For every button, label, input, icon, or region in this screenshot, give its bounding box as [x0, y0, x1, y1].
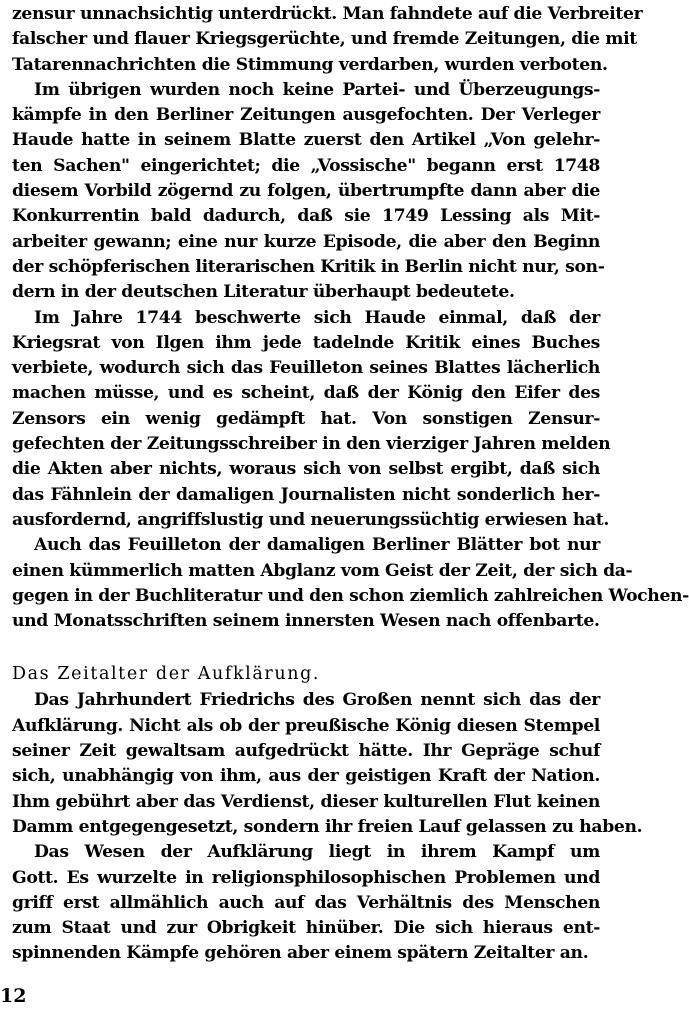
text-line: das Fähnlein der damaligen Journalisten nicht sonderlich her- [12, 484, 600, 505]
text-line: Kriegsrat von Ilgen ihm jede tadelnde Kritik eines Buches [12, 332, 600, 353]
text-line: Haude hatte in seinem Blatte zuerst den Artikel „Von gelehr- [12, 130, 600, 151]
paragraph [12, 78, 605, 306]
section-text [12, 688, 643, 966]
text-line: sich, unabhängig von ihm, aus der geistigen Kraft der Nation. [12, 766, 600, 787]
text-line: Das Wesen der Aufklärung liegt in ihrem Kampf um [34, 842, 600, 863]
text-line: spinnenden Kämpfe gehören aber einem spätern Zeitalter an. [12, 943, 589, 964]
text-line: Aufklärung. Nicht als ob der preußische König diesen Stempel [12, 715, 600, 736]
text-line: Konkurrentin bald dadurch, daß sie 1749 Lessing als Mit- [12, 206, 600, 227]
paragraph [12, 533, 689, 634]
text-line: Auch das Feuilleton der damaligen Berliner Blätter bot nur [34, 535, 600, 556]
text-line: Tatarennachrichten die Stimmung verdarben, wurden verboten. [12, 54, 608, 75]
text-line: griff erst allmählich auch auf das Verhältnis des Menschen [12, 892, 600, 913]
paragraph [12, 2, 643, 78]
text-line: der schöpferischen literarischen Kritik in Berlin nicht nur, son- [12, 256, 605, 277]
text-line: kämpfe in den Berliner Zeitungen ausgefochten. Der Verleger [12, 105, 600, 126]
text-line: seiner Zeit gewaltsam aufgedrückt hätte. Ihr Gepräge schuf [12, 741, 600, 762]
text-line: Gott. Es wurzelte in religionsphilosophischen Problemen und [12, 867, 600, 888]
text-line: Zensors ein wenig gedämpft hat. Von sonstigen Zensur- [12, 408, 600, 429]
text-line: verbiete, wodurch sich das Feuilleton seines Blattes lächerlich [12, 358, 600, 379]
text-line: diesem Vorbild zögernd zu folgen, übertrumpfte dann aber die [12, 181, 600, 202]
section-heading: Das Zeitalter der Aufklärung. [12, 664, 321, 685]
text-line: die Akten aber nichts, woraus sich von selbst ergibt, daß sich [12, 459, 600, 480]
text-line: ausfordernd, angriffslustig und neuerungssüchtig erwiesen hat. [12, 509, 609, 530]
text-line: Das Jahrhundert Friedrichs des Großen nennt sich das der [34, 690, 600, 711]
paragraph [12, 688, 643, 840]
text-line: und Monatsschriften seinem innersten Wesen nach offenbarte. [12, 611, 600, 632]
text-line: Im übrigen wurden noch keine Partei- und Überzeugungs- [34, 79, 600, 100]
text-line: Damm entgegengesetzt, sondern ihr freien Lauf gelassen zu haben. [12, 816, 643, 837]
text-line: gegen in der Buchliteratur und den schon ziemlich zahlreichen Wochen- [12, 585, 689, 606]
paragraph [12, 306, 611, 534]
text-line: arbeiter gewann; eine nur kurze Episode, die aber den Beginn [12, 231, 600, 252]
text-line: ten Sachen" eingerichtet; die „Vossische" begann erst 1748 [12, 155, 600, 176]
text-line: einen kümmerlich matten Abglanz vom Geist der Zeit, der sich da- [12, 560, 633, 581]
book-page [12, 2, 689, 1016]
body-text [12, 2, 689, 634]
paragraph [12, 840, 600, 966]
text-line: falscher und flauer Kriegsgerüchte, und fremde Zeitungen, die mit [12, 29, 637, 50]
section-spacer [12, 634, 600, 660]
text-line: gefechten der Zeitungsschreiber in den vierziger Jahren melden [12, 434, 611, 455]
page-number: 12 [0, 985, 27, 1007]
text-line: dern in der deutschen Literatur überhaupt bedeutete. [12, 282, 515, 303]
text-line: zum Staat und zur Obrigkeit hinüber. Die sich hieraus ent- [12, 918, 600, 939]
text-line: zensur unnachsichtig unterdrückt. Man fahndete auf die Verbreiter [12, 4, 643, 24]
text-line: machen müsse, und es scheint, daß der König den Eifer des [12, 383, 600, 404]
text-line: Ihm gebührt aber das Verdienst, dieser kulturellen Flut keinen [12, 791, 600, 812]
text-line: Im Jahre 1744 beschwerte sich Haude einmal, daß der [34, 307, 600, 328]
